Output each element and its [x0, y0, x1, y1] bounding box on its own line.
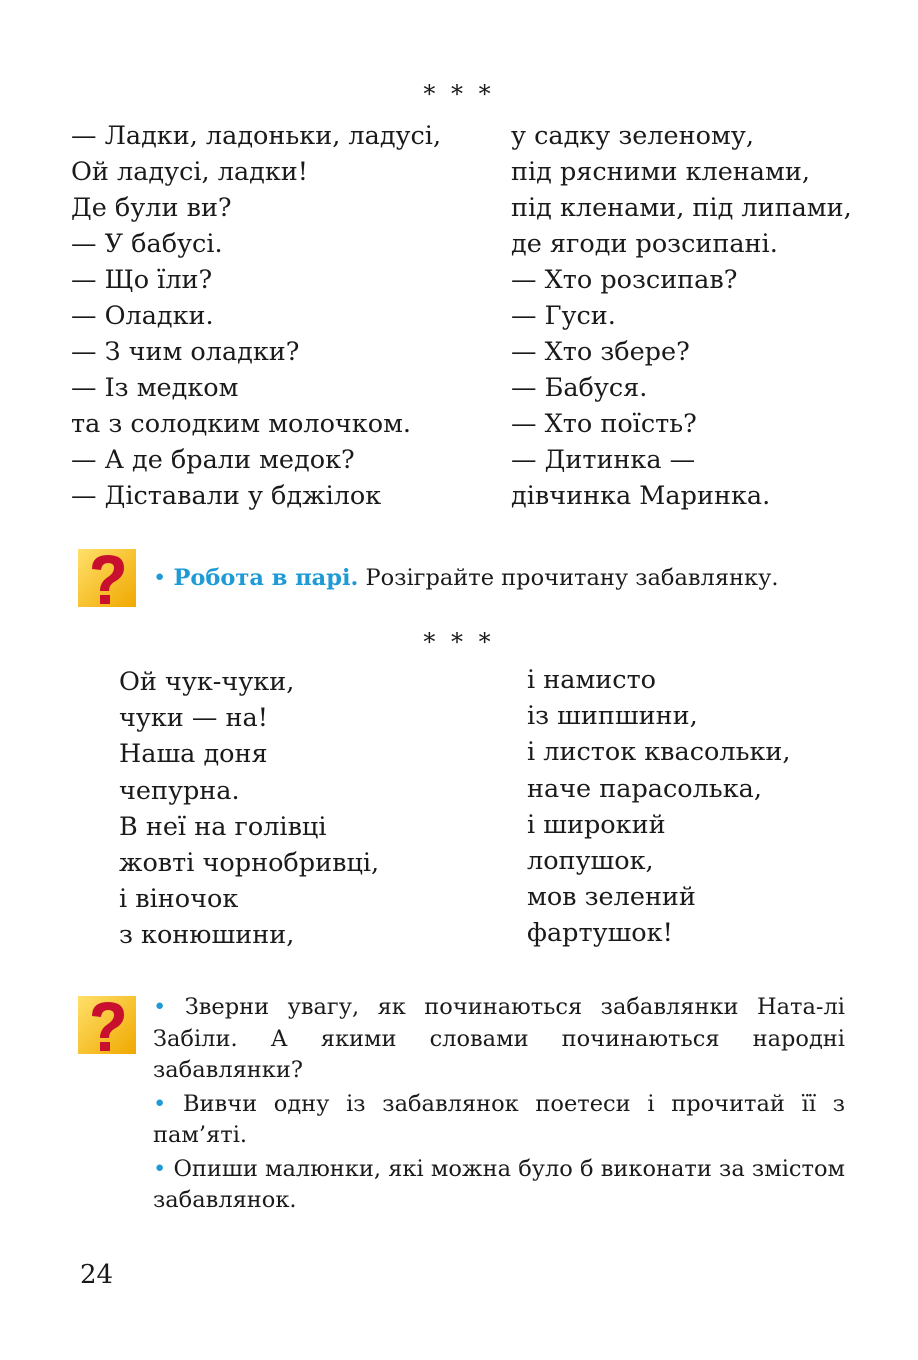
question-mark-icon	[78, 549, 136, 607]
poem-line: дівчинка Маринка.	[511, 481, 771, 511]
poem-line: з конюшини,	[119, 920, 295, 951]
poem-line: мов зелений	[527, 882, 696, 913]
task-pair-work	[153, 562, 853, 594]
task-list	[153, 992, 845, 1219]
section-divider-stars: * * *	[423, 80, 495, 108]
poem-line: чепурна.	[119, 775, 240, 806]
poem-line: — Хто поїсть?	[511, 409, 697, 439]
poem-line: — Із медком	[71, 373, 239, 403]
poem-line: де ягоди розсипані.	[511, 229, 778, 259]
task-text: Вивчи одну із забавлянок поетеси і прочитай її з пам’яті.	[153, 1090, 845, 1148]
poem-line: — У бабусі.	[71, 229, 223, 259]
poem2-left-column	[119, 664, 379, 954]
task-item	[153, 992, 845, 1087]
poem-line: Ой чук-чуки,	[119, 667, 295, 697]
poem-line: у садку зеленому,	[511, 121, 754, 151]
poem-line: — Оладки.	[71, 301, 214, 331]
poem-line: — Хто розсипав?	[511, 265, 738, 295]
poem-line: і листок квасольки,	[527, 737, 791, 768]
poem-line: фартушок!	[527, 918, 673, 949]
task-item	[153, 1154, 845, 1217]
section-divider-stars: * * *	[423, 628, 495, 656]
poem-line: Ой ладусі, ладки!	[71, 157, 309, 187]
task-text: Розіграйте прочитану забавлянку.	[358, 565, 779, 591]
poem-line: та з солодким молочком.	[71, 409, 412, 439]
bullet: •	[153, 1090, 167, 1117]
poem2-right-column	[527, 662, 791, 952]
poem-line: під рясними кленами,	[511, 157, 810, 187]
task-heading: Робота в парі.	[173, 565, 359, 591]
poem-line: із шипшини,	[527, 701, 698, 732]
page-number: 24	[80, 1260, 114, 1290]
poem-line: Наша доня	[119, 739, 268, 770]
bullet: •	[153, 994, 167, 1020]
poem-line: Де були ви?	[71, 193, 232, 223]
task-text: Опиши малюнки, які можна було б виконати за змістом забавлянок.	[153, 1155, 845, 1213]
poem-line: — Хто збере?	[511, 337, 690, 367]
poem1-right-column	[511, 118, 852, 514]
bullet: •	[153, 1155, 167, 1182]
poem-line: — Дитинка —	[511, 445, 696, 475]
poem-line: лопушок,	[527, 845, 654, 876]
task-item	[153, 1089, 845, 1152]
poem-line: і віночок	[119, 884, 239, 915]
bullet: •	[153, 565, 167, 591]
poem-line: — Бабуся.	[511, 373, 648, 403]
poem-line: наче парасолька,	[527, 773, 762, 804]
poem-line: — Гуси.	[511, 301, 616, 331]
poem-line: — Діставали у бджілок	[71, 481, 382, 511]
poem-line: В неї на голівці	[119, 811, 327, 842]
poem-line: — Що їли?	[71, 265, 213, 295]
poem-line: під кленами, під липами,	[511, 193, 852, 223]
poem-line: жовті чорнобривці,	[119, 847, 380, 878]
poem-line: — З чим оладки?	[71, 337, 300, 367]
task-text: Зверни увагу, як починаються забавлянки Ната-лі Забіли. А якими словами починаються народні забавлянки?	[153, 994, 845, 1083]
poem-line: — А де брали медок?	[71, 445, 355, 475]
poem1-left-column	[71, 118, 441, 514]
poem-line: — Ладки, ладоньки, ладусі,	[71, 121, 442, 151]
poem-line: і намисто	[527, 665, 657, 695]
poem-line: чуки — на!	[119, 703, 268, 734]
poem-line: і широкий	[527, 809, 666, 840]
question-mark-icon	[78, 996, 136, 1054]
